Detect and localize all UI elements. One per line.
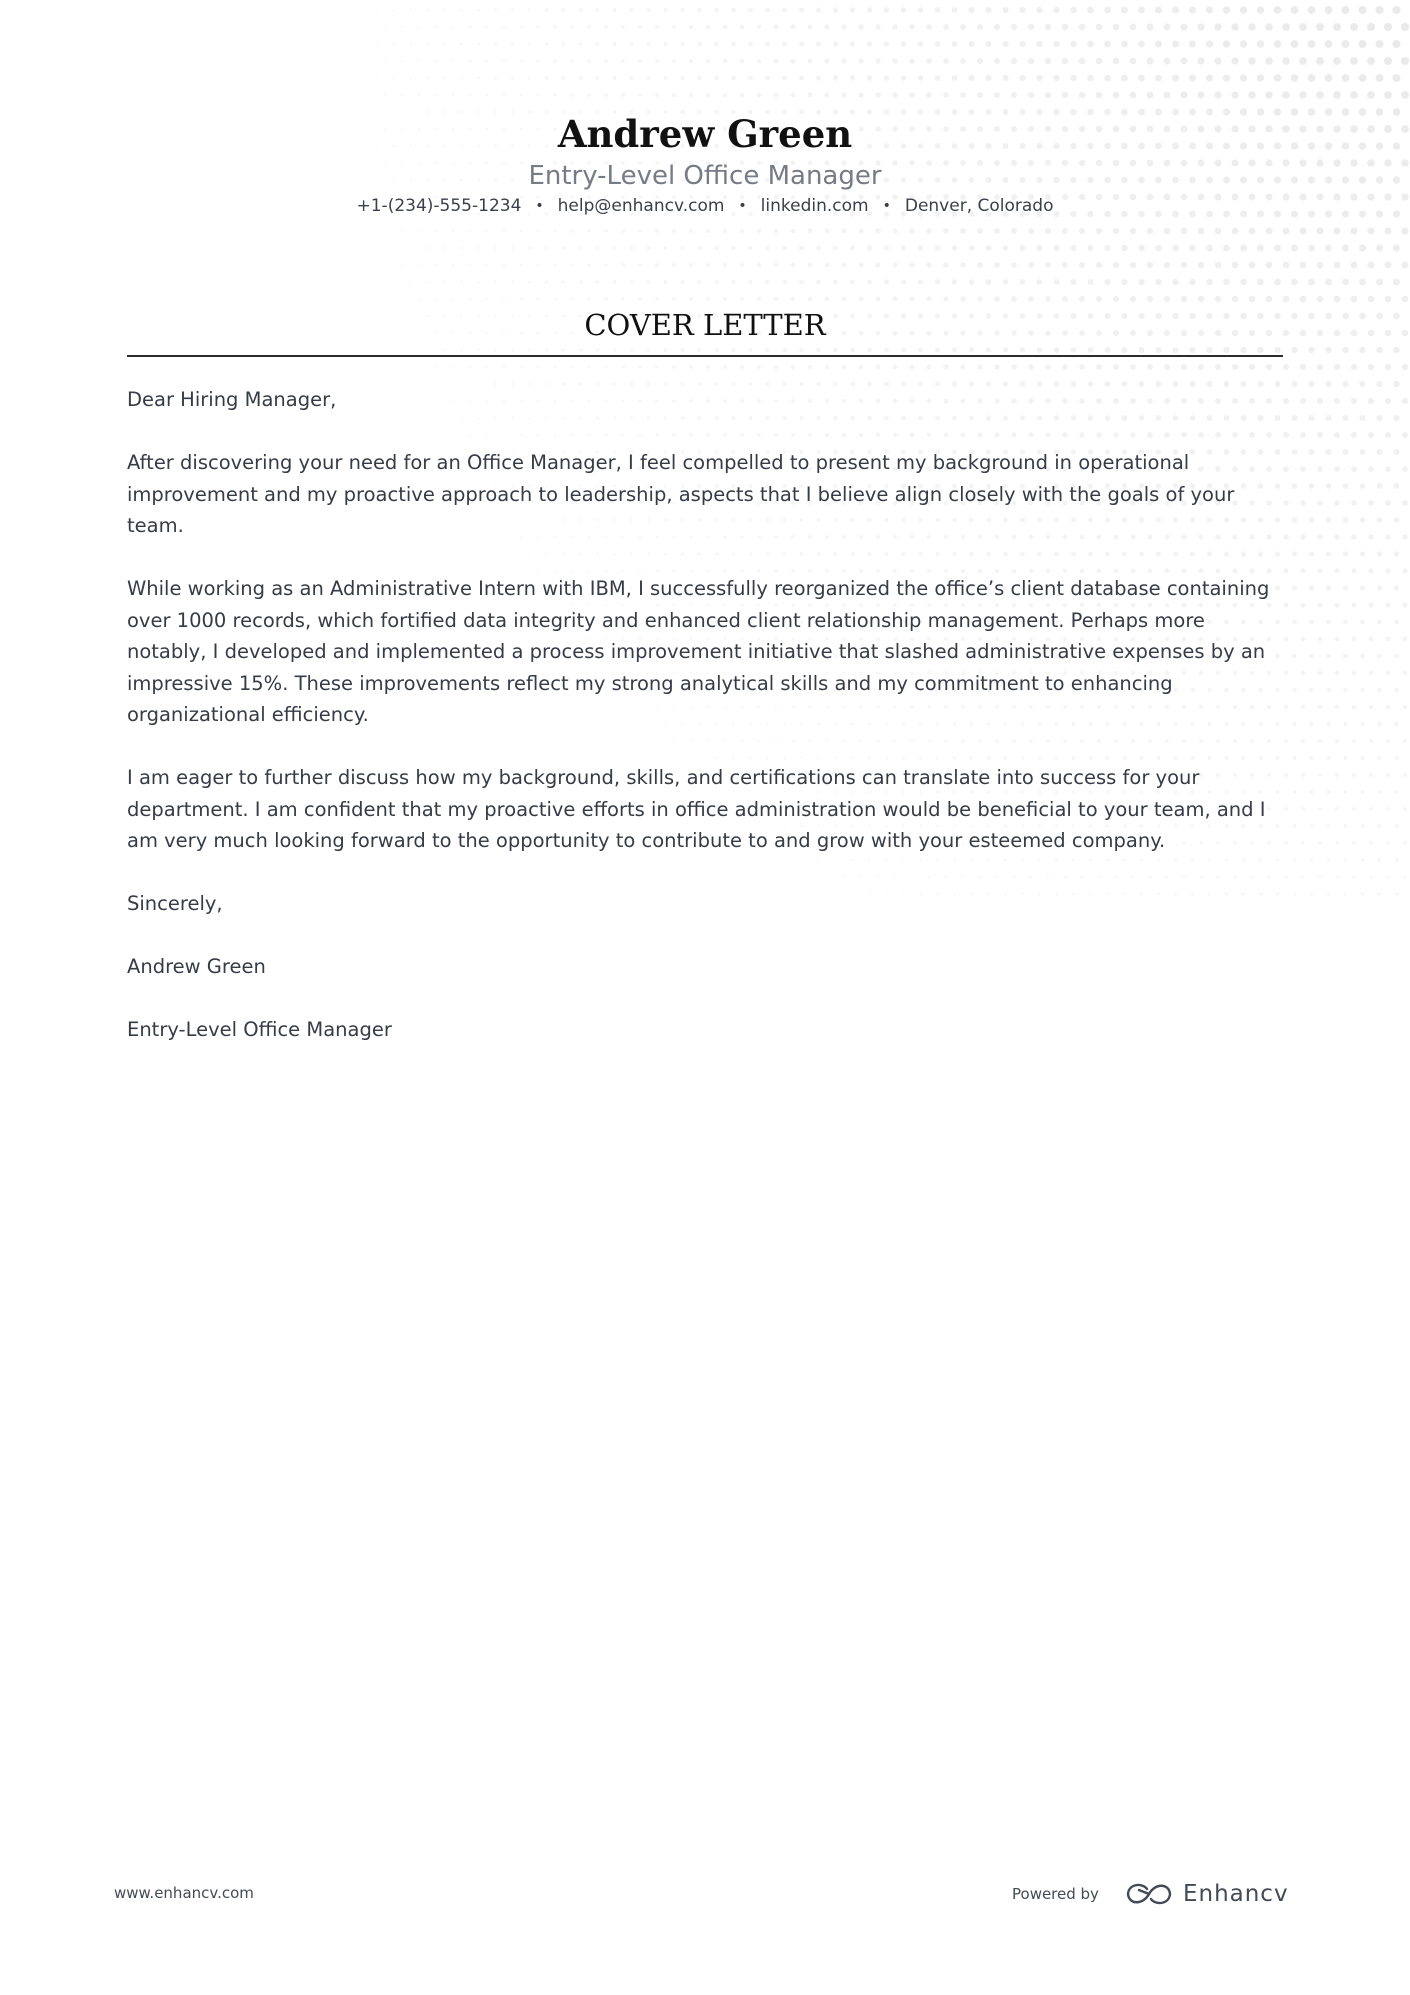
letter-paragraph: After discovering your need for an Office Manager, I feel compelled to present my background in operational improvement and my proactive approach to leadership, aspects that I believe align closely with the goals of your team.	[127, 451, 1235, 537]
contact-line	[0, 194, 1410, 218]
contact-linkedin[interactable]: linkedin.com	[760, 196, 869, 216]
contact-separator: •	[535, 198, 544, 214]
letter-paragraph: I am eager to further discuss how my background, skills, and certifications can translate into success for your department. I am confident that my proactive efforts in office administration would be beneficial to your team, and I am very much looking forward to the opportunity to contribute to and grow with your esteemed company.	[127, 766, 1266, 852]
contact-phone: +1-(234)-555-1234	[356, 196, 522, 216]
brand-name: Enhancv	[1182, 1881, 1289, 1907]
footer-branding[interactable]	[1012, 1876, 1289, 1912]
contact-separator: •	[738, 198, 747, 214]
enhancv-logo-icon	[1125, 1881, 1173, 1907]
letter-salutation: Dear Hiring Manager,	[127, 388, 337, 411]
contact-separator: •	[882, 198, 891, 214]
signature-title: Entry-Level Office Manager	[127, 1018, 392, 1041]
section-divider	[127, 355, 1283, 357]
contact-email[interactable]: help@enhancv.com	[557, 196, 725, 216]
letter-body	[127, 384, 1287, 1077]
footer-website-link[interactable]: www.enhancv.com	[114, 1884, 254, 1902]
resume-header	[0, 110, 1410, 218]
powered-by-label: Powered by	[1012, 1885, 1099, 1903]
letter-paragraph: While working as an Administrative Intern with IBM, I successfully reorganized the office’s client database containing over 1000 records, which fortified data integrity and enhanced client relationship management. Perhaps more notably, I developed and implemented a process improvement initiative that slashed administrative expenses by an impressive 15%. These improvements reflect my strong analytical skills and my commitment to enhancing organizational efficiency.	[127, 577, 1270, 726]
section-title: COVER LETTER	[584, 308, 826, 342]
contact-location: Denver, Colorado	[904, 196, 1054, 216]
applicant-name: Andrew Green	[557, 112, 853, 156]
letter-closing: Sincerely,	[127, 892, 223, 915]
applicant-role: Entry-Level Office Manager	[528, 161, 882, 191]
signature-name: Andrew Green	[127, 955, 266, 978]
